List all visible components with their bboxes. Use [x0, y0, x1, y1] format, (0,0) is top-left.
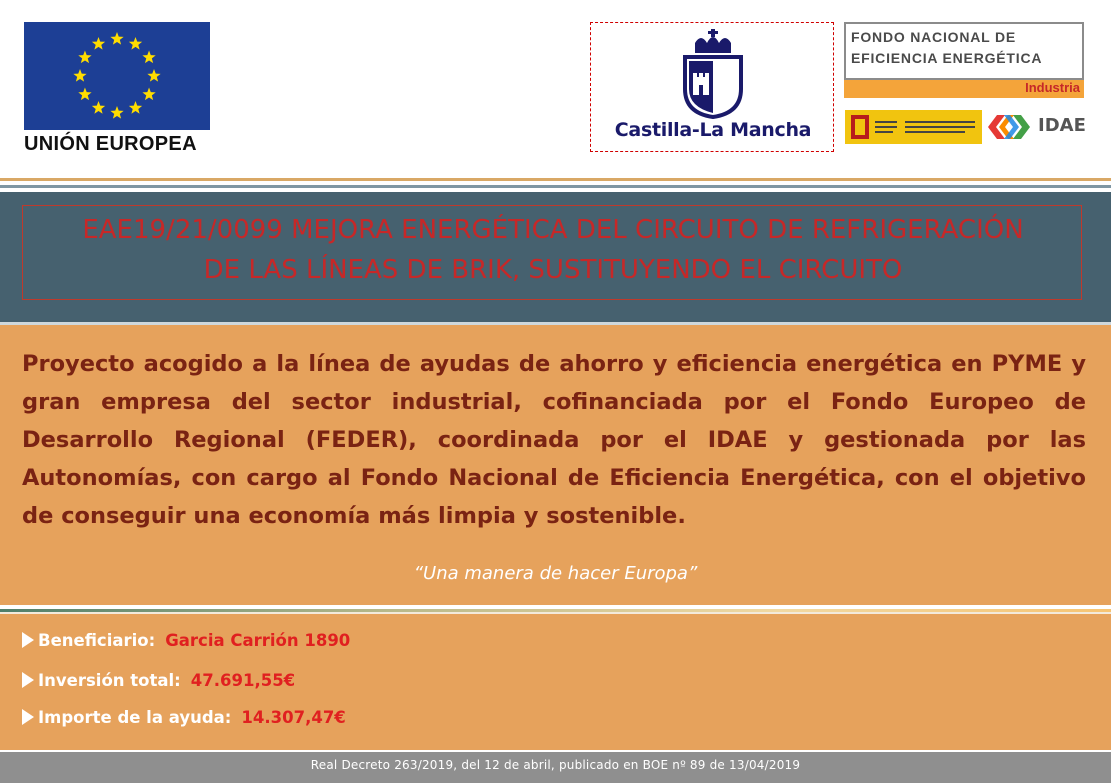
eu-star-icon [78, 88, 91, 101]
project-title-line2: DE LAS LÍNEAS DE BRIK, SUSTITUYENDO EL CIRCUITO [203, 255, 903, 285]
project-title [23, 210, 1083, 290]
details-panel [0, 614, 1111, 750]
investment-row [22, 671, 295, 690]
eu-star-icon [129, 37, 142, 50]
arrow-right-icon [22, 672, 34, 688]
slogan: “Una manera de hacer Europa” [413, 563, 698, 584]
eu-star-icon [110, 106, 123, 119]
legal-reference: Real Decreto 263/2019, del 12 de abril, publicado en BOE nº 89 de 13/04/2019 [310, 758, 801, 772]
region-label: Castilla-La Mancha [614, 119, 812, 141]
arrow-right-icon [22, 709, 34, 725]
fund-title-line2: EFICIENCIA ENERGÉTICA [851, 50, 1043, 66]
eu-star-icon [110, 32, 123, 45]
aid-value: 14.307,47€ [241, 708, 346, 727]
idae-logo [984, 108, 1084, 146]
ministry-seal-icon [845, 110, 982, 144]
gradient-divider [0, 604, 1111, 614]
arrow-right-icon [22, 632, 34, 648]
fund-title-line1: FONDO NACIONAL DE [851, 29, 1017, 45]
aid-row [22, 708, 346, 727]
eu-star-icon [129, 101, 142, 114]
eu-star-icon [73, 69, 86, 82]
eu-star-icon [78, 51, 91, 64]
footer [0, 752, 1111, 783]
castilla-la-mancha-logo [590, 22, 834, 152]
eu-flag-icon [24, 22, 210, 130]
idae-label: IDAE [1038, 115, 1086, 136]
project-title-line1: EAE19/21/0099 MEJORA ENERGÉTICA DEL CIRCUITO DE REFRIGERACIÓN [82, 215, 1024, 245]
aid-label: Importe de la ayuda: [38, 708, 232, 727]
project-title-box [22, 205, 1082, 300]
idae-logo-icon [984, 110, 1034, 144]
eu-label: UNIÓN EUROPEA [24, 133, 197, 155]
beneficiary-label: Beneficiario: [38, 631, 156, 650]
beneficiary-row [22, 631, 350, 650]
fund-subtitle-bar [844, 80, 1084, 98]
eu-star-icon [92, 37, 105, 50]
project-description: Proyecto acogido a la línea de ayudas de ahorro y eficiencia energética en PYME y gran empresa del sector industrial, cofinanciada por el Fondo Europeo de Desarrollo Regional (FEDER), coordinada por el IDAE y gestionada por las Autonomías, con cargo al Fondo Nacional de Eficiencia Energética, con el objetivo de conseguir una economía más limpia y sostenible. [22, 351, 1086, 529]
fund-subtitle: Industria [1025, 80, 1080, 95]
decorative-stripes [0, 178, 1111, 196]
eu-star-icon [142, 51, 155, 64]
investment-label: Inversión total: [38, 671, 181, 690]
investment-value: 47.691,55€ [190, 671, 296, 690]
eu-star-icon [142, 88, 155, 101]
eu-star-icon [147, 69, 160, 82]
fund-logo [844, 22, 1084, 80]
eu-star-icon [92, 101, 105, 114]
castilla-la-mancha-crest-icon [671, 29, 755, 119]
beneficiary-value: Garcia Carrión 1890 [165, 631, 351, 650]
